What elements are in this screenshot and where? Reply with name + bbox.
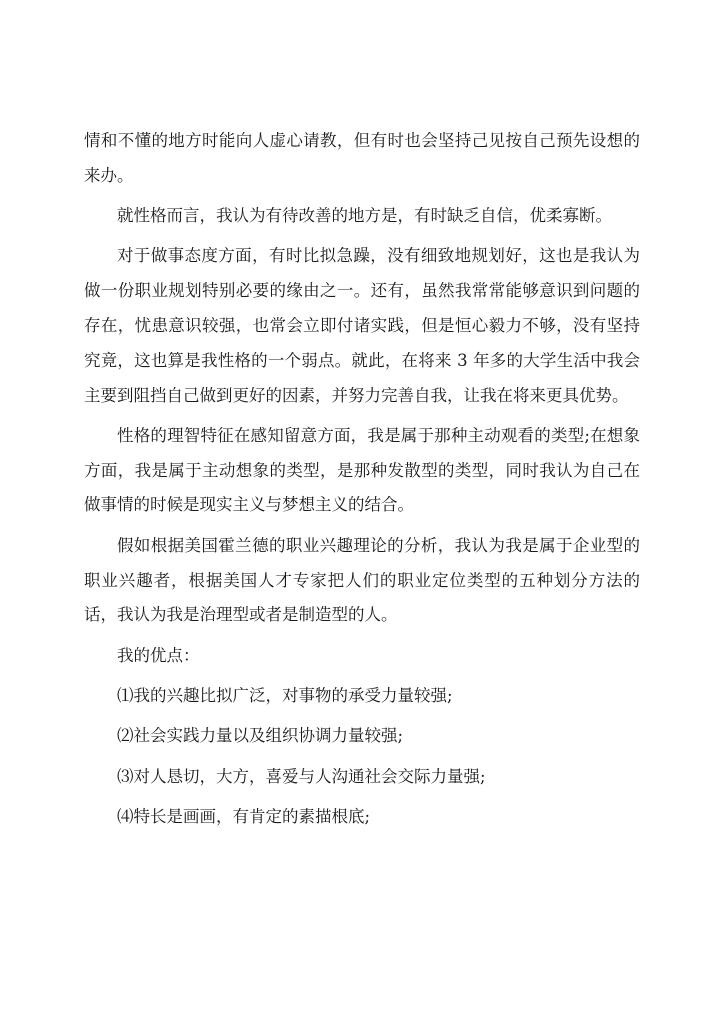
paragraph-continuation: 情和不懂的地方时能向人虚心请教，但有时也会坚持己见按自己预先设想的来办。 (84, 131, 640, 185)
paragraph-strengths-heading: 我的优点： (117, 645, 200, 665)
paragraph-work-attitude: 对于做事态度方面，有时比拟急躁，没有细致地规划好，这也是我认为做一份职业规划特别必要的缘由之一。还有，虽然我常常能够意识到问题的存在，忧患意识较强，也常会立即付诸实践，但是恒心毅力不够，没有坚持究竟，这也算是我性格的一个弱点。就此，在将来 3 年多的大学生活中我会主要到阻挡自己做到更好的因素，并努力完善自我，让我在将来更具优势。 (84, 246, 640, 405)
paragraph-career-interest: 假如根据美国霍兰德的职业兴趣理论的分析，我认为我是属于企业型的职业兴趣者，根据美国人才专家把人们的职业定位类型的五种划分方法的话，我认为我是治理型或者是制造型的人。 (84, 535, 640, 625)
strength-item-2: ⑵社会实践力量以及组织协调力量较强; (117, 726, 404, 746)
strength-item-3: ⑶对人恳切，大方，喜爱与人沟通社会交际力量强; (117, 766, 486, 786)
strength-item-1: ⑴我的兴趣比拟广泛，对事物的承受力量较强; (117, 685, 453, 705)
document-body (84, 124, 640, 840)
strength-item-4: ⑷特长是画画，有肯定的素描根底; (117, 806, 371, 826)
paragraph-intellectual-traits: 性格的理智特征在感知留意方面，我是属于那种主动观看的类型;在想象方面，我是属于主动想象的类型，是那种发散型的类型，同时我认为自己在做事情的时候是现实主义与梦想主义的结合。 (84, 425, 640, 515)
paragraph-personality-weakness: 就性格而言，我认为有待改善的地方是，有时缺乏自信，优柔寡断。 (117, 206, 612, 226)
